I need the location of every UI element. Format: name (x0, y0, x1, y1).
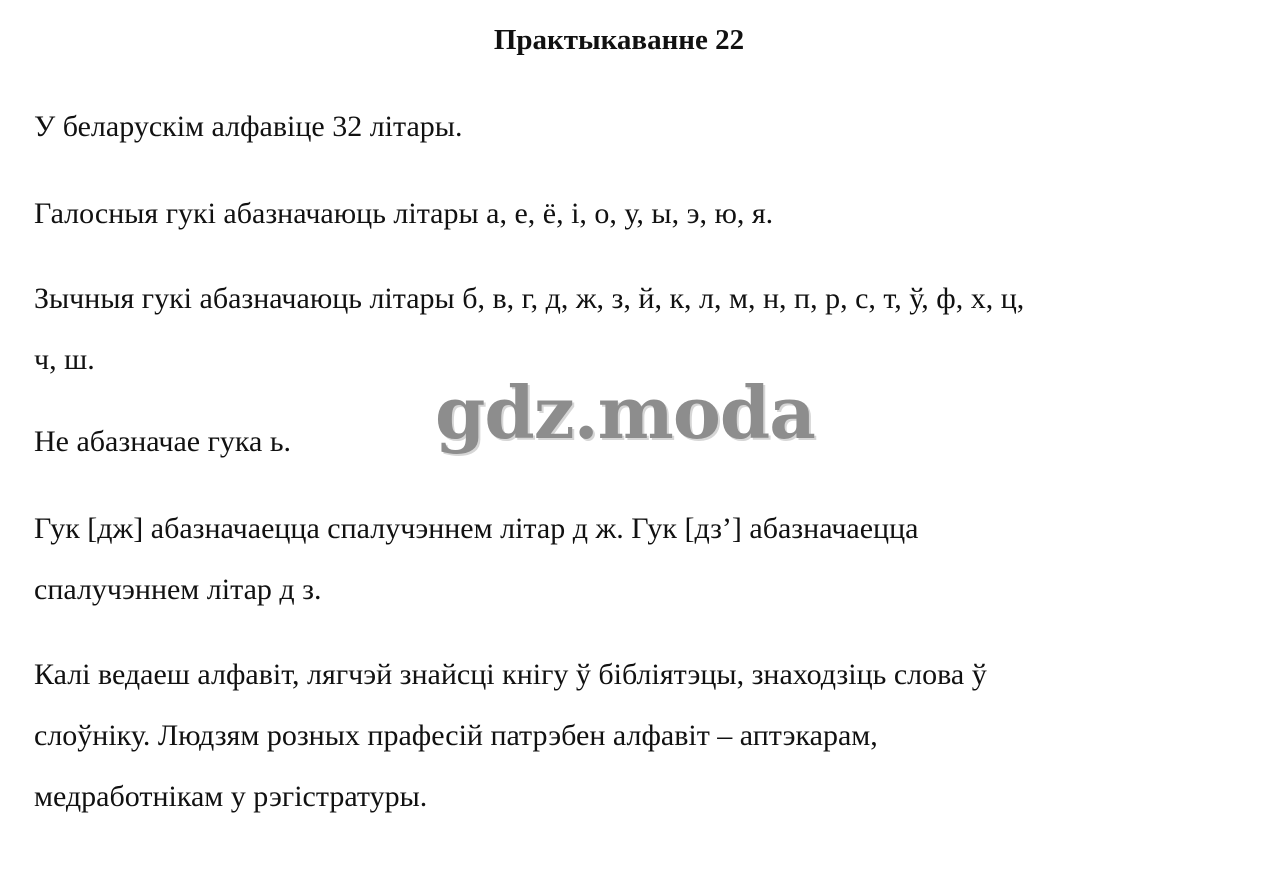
exercise-title: Практыкаванне 22 (493, 24, 745, 56)
paragraph-vowels (34, 183, 1234, 244)
text-line: ч, ш. (34, 343, 95, 376)
text-line: Калі ведаеш алфавіт, лягчэй знайсці кнігу ў бібліятэцы, знаходзіць слова ў (34, 658, 987, 691)
watermark-logo: gdz.moda (435, 370, 815, 455)
text-line: медработнікам у рэгістратуры. (34, 780, 428, 813)
text-line: Галосныя гукі абазначаюць літары а, е, ё, і, о, у, ы, э, ю, я. (34, 197, 774, 230)
paragraph-digraphs (34, 498, 1234, 620)
text-line: спалучэннем літар д з. (34, 573, 322, 606)
text-line: Не абазначае гука ь. (34, 425, 292, 458)
text-line: Зычныя гукі абазначаюць літары б, в, г, д, ж, з, й, к, л, м, н, п, р, с, т, ў, ф, х, ц, (34, 282, 1025, 315)
paragraph-alphabet-count (34, 96, 1234, 157)
text-line: слоўніку. Людзям розных прафесій патрэбен алфавіт – аптэкарам, (34, 719, 878, 752)
paragraph-alphabet-usage (34, 644, 1234, 827)
text-line: У беларускім алфавіце 32 літары. (34, 110, 463, 143)
text-line: Гук [дж] абазначаецца спалучэннем літар д ж. Гук [дз’] абазначаецца (34, 512, 919, 545)
